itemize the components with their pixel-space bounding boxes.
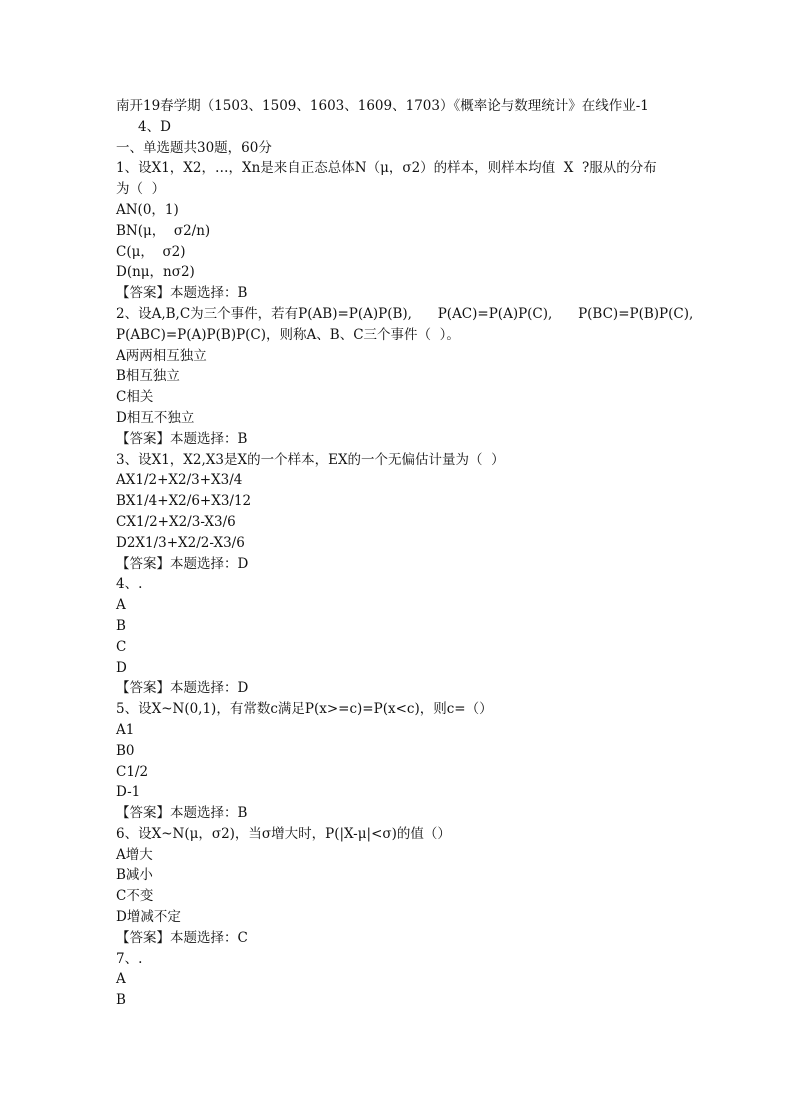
option-d: D增减不定 — [116, 909, 181, 926]
question-stem: 5、设X~N(0,1)，有常数c满足P(x>=c)=P(x<c)，则c=（） — [116, 701, 493, 718]
stray-answer-line: 4、D — [138, 118, 171, 135]
option-b: BX1/4+X2/6+X3/12 — [116, 493, 252, 510]
answer-line: 【答案】本题选择：B — [116, 805, 248, 822]
option-c: C — [116, 638, 127, 655]
question-stem: P(ABC)=P(A)P(B)P(C)，则称A、B、C三个事件（ ）。 — [116, 326, 460, 343]
option-b: BN(μ， σ2/n) — [116, 222, 211, 239]
option-b: B — [116, 617, 126, 634]
option-d: D2X1/3+X2/2-X3/6 — [116, 534, 245, 551]
option-b: B — [116, 992, 126, 1009]
answer-line: 【答案】本题选择：C — [116, 929, 248, 946]
option-a: AN(0，1) — [116, 201, 179, 218]
option-c: C1/2 — [116, 763, 149, 780]
question-stem: 3、设X1，X2,X3是X的一个样本，EX的一个无偏估计量为（ ） — [116, 451, 505, 468]
option-b: B0 — [116, 742, 135, 759]
question-stem: 2、设A,B,C为三个事件，若有P(AB)=P(A)P(B), P(AC)=P(A)P(C), P(BC)=P(B)P(C), — [116, 305, 694, 322]
question-stem: 7、. — [116, 950, 143, 967]
option-a: A — [116, 597, 126, 614]
section-heading: 一、单选题共30题，60分 — [116, 139, 272, 156]
document-title: 南开19春学期（1503、1509、1603、1609、1703）《概率论与数理统计》在线作业-1 — [116, 98, 649, 114]
answer-line: 【答案】本题选择：B — [116, 430, 248, 447]
document-page — [116, 96, 696, 1011]
question-4 — [116, 574, 696, 699]
option-a: A两两相互独立 — [116, 347, 207, 364]
question-7 — [116, 949, 696, 1011]
option-d: D(nμ，nσ2) — [116, 264, 195, 281]
question-5 — [116, 699, 696, 824]
option-d: D-1 — [116, 784, 141, 801]
question-6 — [116, 824, 696, 949]
option-a: A — [116, 971, 126, 988]
option-b: B相互独立 — [116, 368, 180, 385]
option-c: C(μ， σ2) — [116, 243, 186, 260]
option-c: CX1/2+X2/3-X3/6 — [116, 513, 236, 530]
option-a: A增大 — [116, 846, 153, 863]
question-1 — [116, 158, 696, 304]
option-a: A1 — [116, 721, 135, 738]
answer-line: 【答案】本题选择：B — [116, 285, 248, 302]
question-stem: 1、设X1，X2，…，Xn是来自正态总体N（μ，σ2）的样本，则样本均值 X ?服从的分布 — [116, 160, 657, 177]
question-2 — [116, 304, 696, 450]
option-b: B减小 — [116, 867, 153, 884]
option-a: AX1/2+X2/3+X3/4 — [116, 472, 243, 489]
option-d: D相互不独立 — [116, 409, 195, 426]
answer-line: 【答案】本题选择：D — [116, 680, 249, 697]
question-stem: 为（ ） — [116, 181, 166, 198]
option-d: D — [116, 659, 127, 676]
question-stem: 4、. — [116, 576, 143, 593]
option-c: C不变 — [116, 888, 154, 905]
question-stem: 6、设X~N(μ，σ2)，当σ增大时，P(|X-μ|<σ)的值（） — [116, 825, 451, 842]
question-3 — [116, 450, 696, 575]
answer-line: 【答案】本题选择：D — [116, 555, 249, 572]
option-c: C相关 — [116, 389, 154, 406]
